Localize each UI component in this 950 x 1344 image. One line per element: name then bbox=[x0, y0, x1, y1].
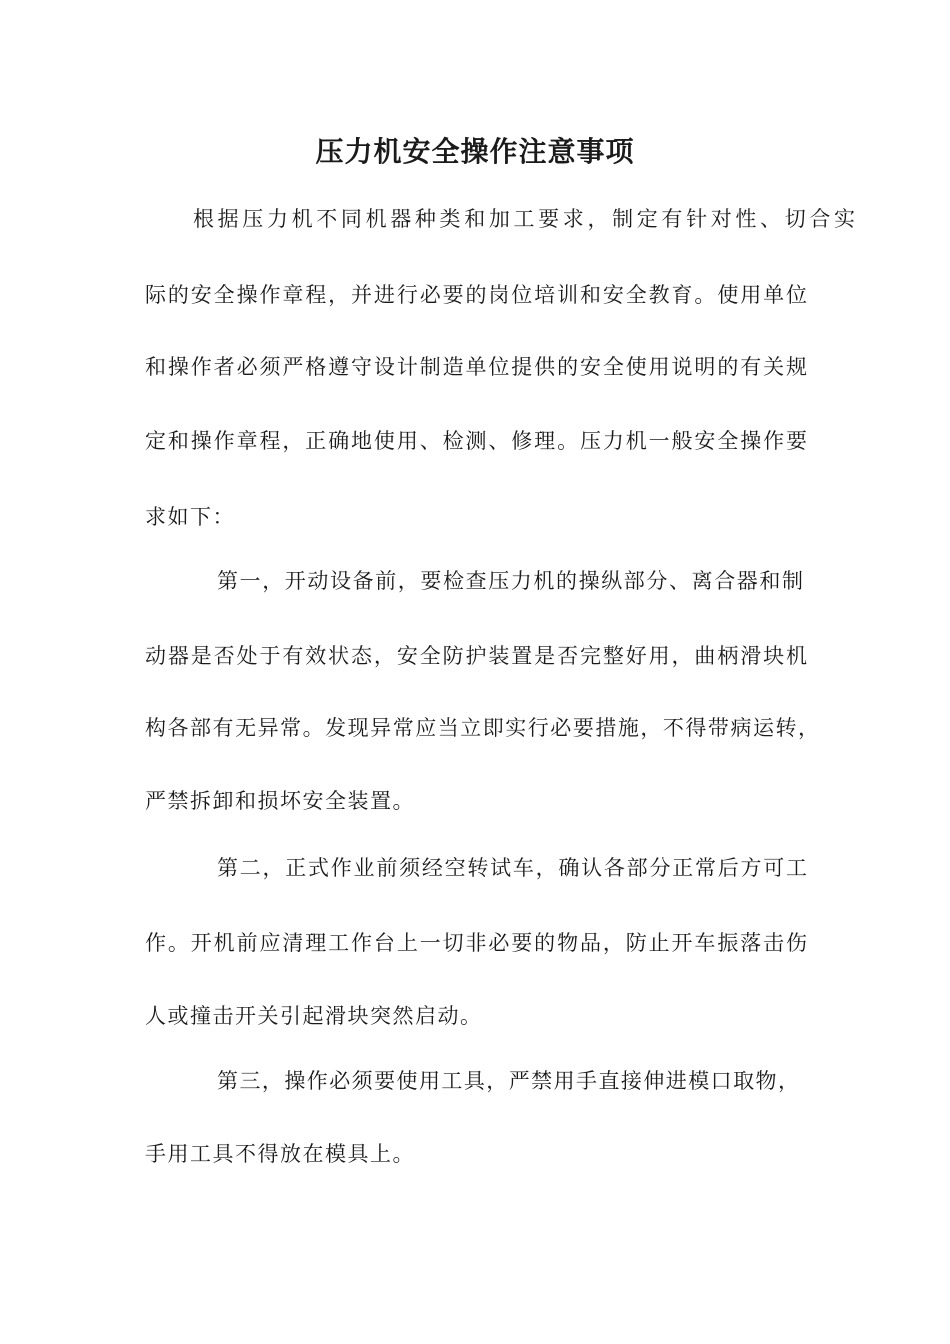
paragraph-line: 动器是否处于有效状态，安全防护装置是否完整好用，曲柄滑块机 bbox=[145, 644, 807, 668]
paragraph-line: 际的安全操作章程，并进行必要的岗位培训和安全教育。使用单位 bbox=[145, 283, 807, 307]
document-title: 压力机安全操作注意事项 bbox=[315, 135, 635, 168]
paragraph-line: 和操作者必须严格遵守设计制造单位提供的安全使用说明的有关规 bbox=[145, 355, 807, 379]
paragraph-line: 构各部有无异常。发现异常应当立即实行必要措施，不得带病运转， bbox=[145, 716, 819, 740]
paragraph-line: 手用工具不得放在模具上。 bbox=[145, 1142, 415, 1166]
paragraph-line: 人或撞击开关引起滑块突然启动。 bbox=[145, 1004, 483, 1028]
paragraph-line: 作。开机前应清理工作台上一切非必要的物品，防止开车振落击伤 bbox=[145, 931, 807, 955]
paragraph-line: 第二，正式作业前须经空转试车，确认各部分正常后方可工 bbox=[217, 856, 807, 880]
paragraph-line: 第三，操作必须要使用工具，严禁用手直接伸进模口取物， bbox=[217, 1069, 799, 1093]
paragraph-line: 第一，开动设备前，要检查压力机的操纵部分、离合器和制 bbox=[217, 569, 803, 593]
paragraph-line: 求如下： bbox=[145, 505, 235, 529]
paragraph-line: 根据压力机不同机器种类和加工要求，制定有针对性、切合实 bbox=[193, 207, 855, 231]
paragraph-line: 严禁拆卸和损坏安全装置。 bbox=[145, 789, 415, 813]
paragraph-line: 定和操作章程，正确地使用、检测、修理。压力机一般安全操作要 bbox=[145, 429, 807, 453]
